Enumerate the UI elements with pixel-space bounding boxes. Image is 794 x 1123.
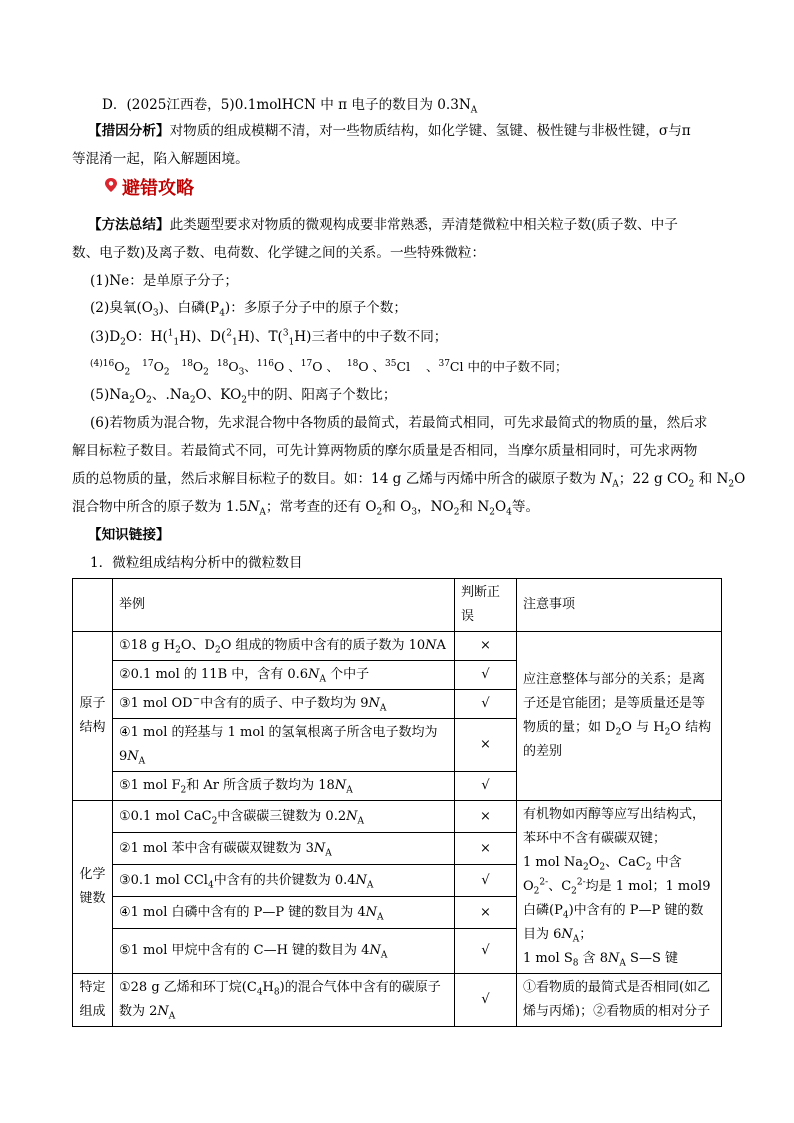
point-6-line-4: 混合物中所含的原子数为 $1.5N_A$；常考查的还有 $O_2$和 $O_3$，$NO_2$和 $N_2O_4$等。 bbox=[72, 499, 540, 518]
judge-cell: × bbox=[455, 801, 517, 833]
point-1: (1)Ne：是单原子分子； bbox=[90, 273, 238, 289]
judge-cell: √ bbox=[455, 974, 517, 1027]
point-6-line-1: (6)若物质为混合物，先求混合物中各物质的最简式，若最简式相同，可先求最简式的物质的量，然后求 bbox=[90, 415, 708, 431]
method-summary-line-1: 【方法总结】此类题型要求对物质的微观构成要非常熟悉，弄清楚微粒中相关粒子数(质子数、中子 bbox=[88, 217, 678, 233]
judge-cell: × bbox=[455, 897, 517, 929]
table-row bbox=[73, 632, 722, 661]
example-cell: ②1 mol 苯中含有碳碳双键数为 $3N_A$ bbox=[113, 833, 455, 865]
method-summary-line-2: 数、电子数)及离子数、电荷数、化学键之间的关系。一些特殊微粒： bbox=[72, 245, 486, 261]
table-row bbox=[73, 974, 722, 1027]
judge-cell: × bbox=[455, 719, 517, 772]
point-6-line-3: 质的总物质的量，然后求解目标粒子的数目。如：14 g 乙烯与丙烯中所含的碳原子数为 $N_A$；22 g $CO_2$ 和 $N_2O$ bbox=[72, 471, 746, 490]
point-5: $(5)Na_2O_2$、$.Na_2O$、$KO_2$中的阴、阳离子个数比； bbox=[90, 387, 397, 406]
note-cell: ①看物质的最简式是否相同(如乙烯与丙烯)；②看物质的相对分子 bbox=[517, 974, 722, 1027]
group-label: 特定组成 bbox=[73, 974, 113, 1027]
error-analysis-tag: 【措因分析】 bbox=[88, 123, 170, 139]
group-label: 原子结构 bbox=[73, 632, 113, 801]
note-cell: 应注意整体与部分的关系；是离子还是官能团；是等质量还是等物质的量；如 $D_2O$ 与 $H_2O$ 结构的差别 bbox=[517, 632, 722, 801]
judge-cell: × bbox=[455, 632, 517, 661]
point-2: (2)臭氧$(O_3)$、白磷$(P_4)$：多原子分子中的原子个数； bbox=[90, 300, 407, 319]
example-cell: ④1 mol 白磷中含有的 P—P 键的数目为 $4N_A$ bbox=[113, 897, 455, 929]
error-analysis-line-1: 【措因分析】对物质的组成模糊不清，对一些物质结构，如化学键、氢键、极性键与非极性键，σ与π bbox=[88, 123, 691, 139]
note-cell: 有机物如丙醇等应写出结构式，苯环中不含有碳碳双键； 1 mol $Na_2O_2$、CaC$_2$ 中含 $O_2^{2-}$、$C_2^{2-}$均是 1 mol；1 mol9 白磷$(P_4)$中含有的 P—P 键的数目为 $6N_A$； 1 mol $S_8$ 含 $8N_A$ S—S 键 bbox=[517, 801, 722, 974]
error-analysis-line-2: 等混淆一起，陷入解题困境。 bbox=[72, 151, 249, 167]
table-header-row bbox=[73, 579, 722, 632]
header-cell bbox=[73, 579, 113, 632]
example-cell: ①0.1 mol CaC$_2$中含碳碳三键数为 $0.2N_A$ bbox=[113, 801, 455, 833]
example-cell: ①28 g 乙烯和环丁烷$(C_4H_8)$的混合气体中含有的碳原子数为 $2N_A$ bbox=[113, 974, 455, 1027]
example-cell: ⑤1 mol 甲烷中含有的 C—H 键的数目为 $4N_A$ bbox=[113, 929, 455, 974]
example-cell: ③1 mol OD−中含有的质子、中子数均为 $9N_A$ bbox=[113, 690, 455, 719]
section-title: 1．微粒组成结构分析中的微粒数目 bbox=[90, 555, 303, 571]
option-d: D．(2025江西卷，5)0.1molHCN 中 π 电子的数目为 $0.3N_A$ bbox=[102, 97, 478, 116]
judge-cell: √ bbox=[455, 772, 517, 801]
judge-cell: √ bbox=[455, 690, 517, 719]
point-6-line-2: 解目标粒子数目。若最简式不同，可先计算两物质的摩尔质量是否相同，当摩尔质量相同时，可先求两物 bbox=[72, 443, 698, 459]
point-4: $^{(4)16}O_2$ $^{17}O_2$ $^{18}O_2$ $^{18}O_3$、$^{116}$O 、$^{17}$O 、 $^{18}$O 、$^{35}$Cl 、$^{37}$Cl 中的中子数不同； bbox=[90, 358, 568, 378]
table-row bbox=[73, 801, 722, 833]
location-pin-icon bbox=[104, 178, 118, 192]
header-cell: 注意事项 bbox=[517, 579, 722, 632]
example-cell: ④1 mol 的羟基与 1 mol 的氢氧根离子所含电子数均为 $9N_A$ bbox=[113, 719, 455, 772]
judge-cell: × bbox=[455, 833, 517, 865]
point-3: $(3)D_2O$：H($^1_1$H)、D($^2_1$H)、T($^3_1$H)三者中的中子数不同； bbox=[90, 328, 448, 348]
section-heading: 避错攻略 bbox=[122, 178, 194, 199]
judge-cell: √ bbox=[455, 661, 517, 690]
judge-cell: √ bbox=[455, 865, 517, 897]
header-cell: 判断正误 bbox=[455, 579, 517, 632]
example-cell: ③0.1 mol CCl$_4$中含有的共价键数为 $0.4N_A$ bbox=[113, 865, 455, 897]
example-cell: ②0.1 mol 的 11B 中，含有 $0.6N_A$ 个中子 bbox=[113, 661, 455, 690]
particle-count-table bbox=[72, 578, 722, 1027]
example-cell: ⑤1 mol $F_2$和 Ar 所含质子数均为 $18N_A$ bbox=[113, 772, 455, 801]
header-cell: 举例 bbox=[113, 579, 455, 632]
example-cell: ①18 g $H_2O$、$D_2O$ 组成的物质中含有的质子数为 10NA bbox=[113, 632, 455, 661]
method-summary-tag: 【方法总结】 bbox=[88, 217, 170, 233]
group-label: 化学键数 bbox=[73, 801, 113, 974]
judge-cell: √ bbox=[455, 929, 517, 974]
knowledge-link-tag: 【知识链接】 bbox=[88, 527, 170, 543]
